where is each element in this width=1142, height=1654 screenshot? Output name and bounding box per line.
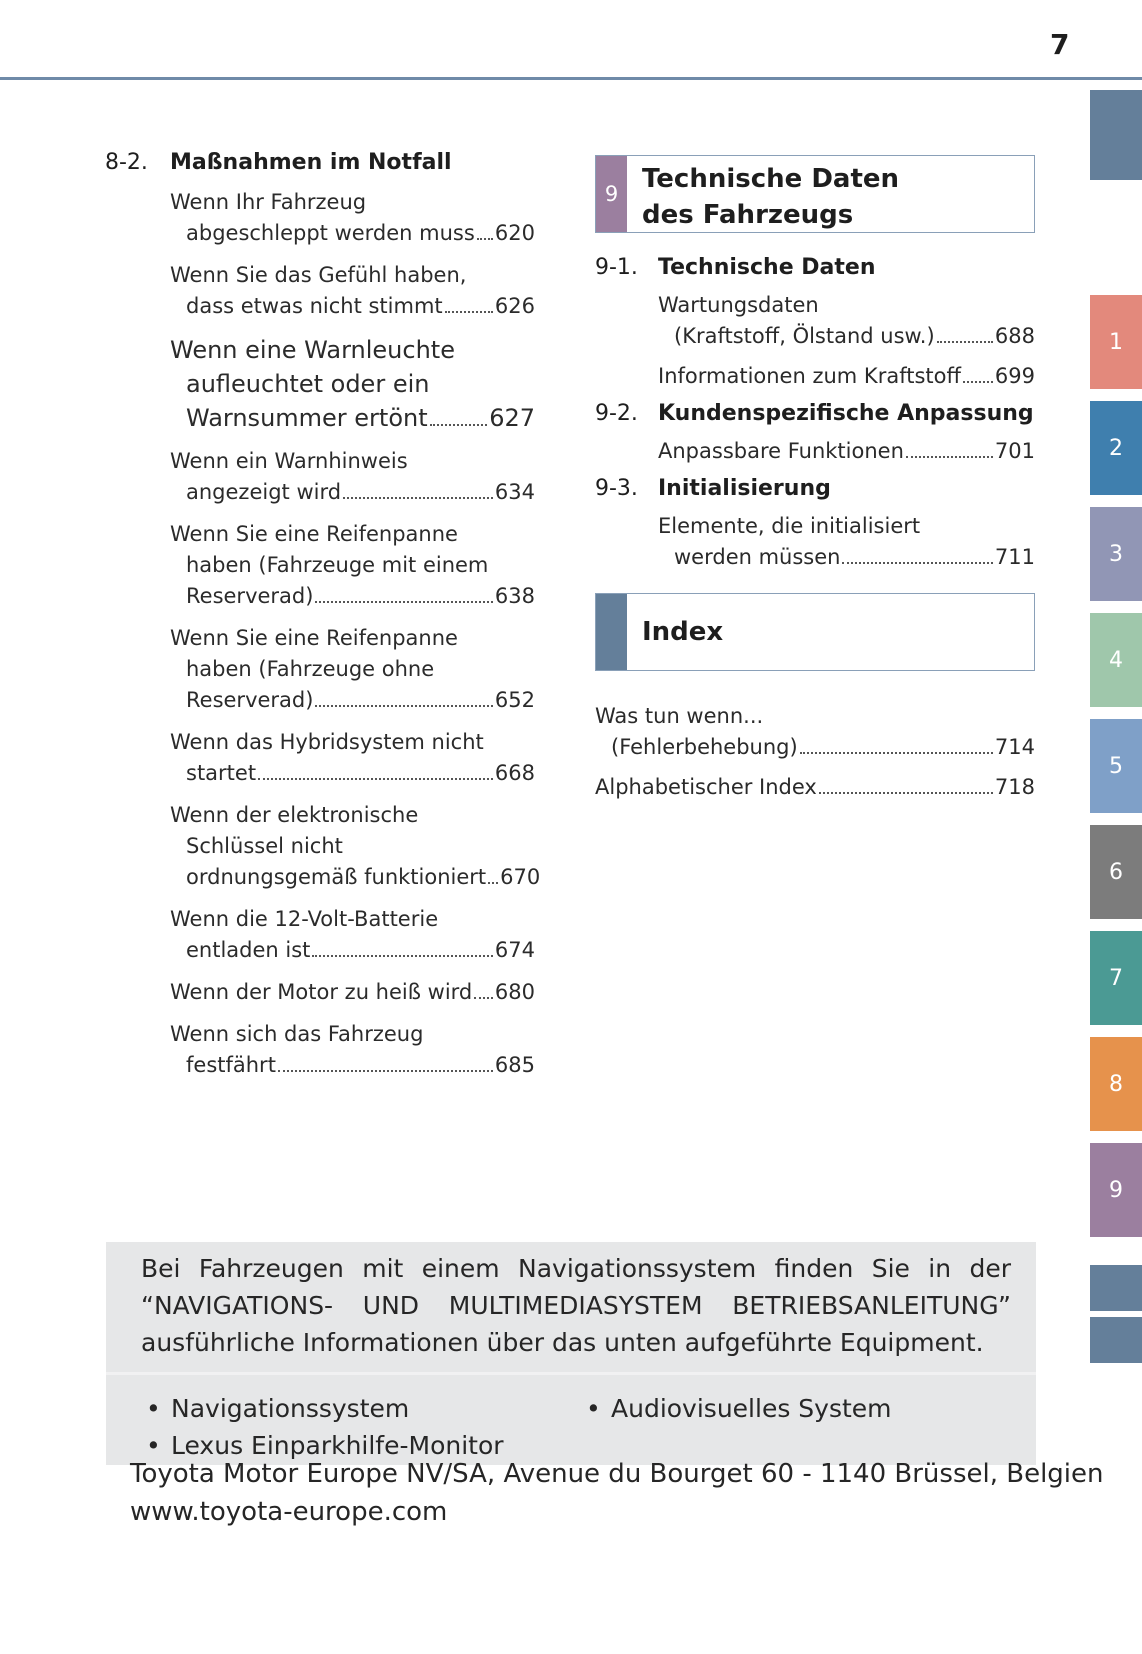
dot-leader xyxy=(343,497,493,499)
entry-text-line: haben (Fahrzeuge ohne xyxy=(186,657,435,681)
entry-text-line: ordnungsgemäß funktioniert xyxy=(186,865,487,889)
entry-text-line: werden müssen xyxy=(674,545,841,569)
chapter-tab-2[interactable]: 2 xyxy=(1090,401,1142,495)
entry-leader-line xyxy=(170,477,535,508)
toc-entry[interactable] xyxy=(595,772,1035,803)
toc-entry-list xyxy=(105,187,541,1081)
page-number-ref: 620 xyxy=(494,221,535,245)
entry-text-line: Wartungsdaten xyxy=(658,293,819,317)
toc-entry[interactable] xyxy=(658,511,1035,573)
entry-leader-line xyxy=(658,436,1035,467)
chapter-tab-blank[interactable] xyxy=(1090,90,1142,180)
entry-text-line: Wenn ein Warnhinweis xyxy=(170,449,408,473)
entry-leader-line xyxy=(170,862,541,893)
page-number-ref: 668 xyxy=(494,761,535,785)
chapter-tab-3[interactable]: 3 xyxy=(1090,507,1142,601)
subsection-heading xyxy=(595,476,1035,501)
subsection-heading xyxy=(595,401,1035,426)
chapter-tab-4[interactable]: 4 xyxy=(1090,613,1142,707)
entry-text-line: Warnsummer ertönt xyxy=(186,404,428,432)
index-marker xyxy=(596,594,627,670)
bullet-icon: • xyxy=(146,1431,161,1460)
dot-leader xyxy=(315,601,492,603)
dot-leader xyxy=(315,705,492,707)
page-number-ref: 688 xyxy=(994,324,1035,348)
toc-entry[interactable] xyxy=(595,701,1035,763)
toc-entry[interactable] xyxy=(170,333,535,435)
page-number-ref: 638 xyxy=(494,584,535,608)
section-heading xyxy=(105,150,535,175)
index-heading-box xyxy=(595,593,1035,671)
info-line: ausführliche Informationen über das unten aufgeführte Equipment. xyxy=(141,1328,984,1357)
dot-leader xyxy=(906,456,993,458)
toc-entry[interactable] xyxy=(170,519,535,612)
subsection-title: Kundenspezifische Anpassung xyxy=(658,401,1034,426)
left-column xyxy=(105,150,541,1092)
subsection-number: 9-3. xyxy=(595,476,638,501)
dot-leader xyxy=(474,997,493,999)
toc-entry[interactable] xyxy=(170,1019,535,1081)
page-number-ref: 626 xyxy=(494,294,535,318)
navigation-info-box xyxy=(106,1242,1036,1465)
toc-section-list xyxy=(595,255,1035,573)
entry-text-line: Wenn Sie eine Reifenpanne xyxy=(170,522,458,546)
entry-text-line: entladen ist xyxy=(186,938,311,962)
entry-leader-line xyxy=(658,361,1035,392)
entry-text-line: Wenn der elektronische xyxy=(170,803,419,827)
entry-text-line: (Fehlerbehebung) xyxy=(611,735,798,759)
chapter-tab-5[interactable]: 5 xyxy=(1090,719,1142,813)
entry-leader-line xyxy=(658,321,1035,352)
chapter-tab-9[interactable]: 9 xyxy=(1090,1143,1142,1237)
entry-text-line: haben (Fahrzeuge mit einem xyxy=(186,553,489,577)
dot-leader xyxy=(819,792,993,794)
entry-text-line: Wenn das Hybridsystem nicht xyxy=(170,730,484,754)
page-number-ref: 718 xyxy=(994,775,1035,799)
chapter-number: 9 xyxy=(596,156,627,232)
section-title: Maßnahmen im Notfall xyxy=(170,150,452,175)
entry-leader-line xyxy=(170,291,535,322)
subsection-number: 9-2. xyxy=(595,401,638,426)
entry-text-line: Reserverad) xyxy=(186,688,314,712)
entry-leader-line xyxy=(170,581,535,612)
index-entry-list xyxy=(595,701,1035,803)
subsection-title: Technische Daten xyxy=(658,255,876,280)
page-number: 7 xyxy=(1050,28,1070,61)
page-number-ref: 714 xyxy=(994,735,1035,759)
entry-text-line: Elemente, die initialisiert xyxy=(658,514,921,538)
entry-text-line: festfährt xyxy=(186,1053,276,1077)
page-number-ref: 634 xyxy=(494,480,535,504)
entry-leader-line xyxy=(170,685,535,716)
entry-leader-line xyxy=(170,977,535,1008)
index-title: Index xyxy=(642,617,724,647)
page-number-ref: 685 xyxy=(494,1053,535,1077)
toc-entry[interactable] xyxy=(170,187,535,249)
bullet-icon: • xyxy=(586,1394,601,1423)
dot-leader xyxy=(488,882,498,884)
toc-entry[interactable] xyxy=(658,361,1035,392)
entry-text-line: angezeigt wird xyxy=(186,480,342,504)
top-rule xyxy=(0,77,1142,80)
entry-text-line: Wenn eine Warnleuchte xyxy=(170,336,455,364)
chapter-tab-blank[interactable] xyxy=(1090,1265,1142,1311)
toc-entry[interactable] xyxy=(170,977,535,1008)
subsection-number: 9-1. xyxy=(595,255,638,280)
page-number-ref: 670 xyxy=(500,865,541,889)
section-number: 8-2. xyxy=(105,150,148,175)
dot-leader xyxy=(278,1070,493,1072)
chapter-tab-1[interactable]: 1 xyxy=(1090,295,1142,389)
entry-text-line: startet xyxy=(186,761,257,785)
chapter-tab-blank[interactable] xyxy=(1090,1317,1142,1363)
entry-text-line: Reserverad) xyxy=(186,584,314,608)
entry-text-line: abgeschleppt werden muss xyxy=(186,221,475,245)
toc-entry[interactable] xyxy=(170,800,541,893)
entry-text-line: Wenn Ihr Fahrzeug xyxy=(170,190,367,214)
entry-leader-line xyxy=(170,935,535,966)
toc-entry[interactable] xyxy=(170,446,535,508)
page-number-ref: 674 xyxy=(494,938,535,962)
entry-text-line: Alphabetischer Index xyxy=(595,775,817,799)
footer-url[interactable]: www.toyota-europe.com xyxy=(130,1497,448,1527)
dot-leader xyxy=(963,381,993,383)
bullet-item xyxy=(146,1392,409,1426)
page-number-ref: 627 xyxy=(489,404,535,432)
chapter-heading-box xyxy=(595,155,1035,233)
toc-entry[interactable] xyxy=(170,623,535,716)
bullet-icon: • xyxy=(146,1394,161,1423)
entry-text-line: aufleuchtet oder ein xyxy=(186,370,430,398)
entry-text-line: Wenn der Motor zu heiß wird xyxy=(170,980,473,1004)
dot-leader xyxy=(477,238,493,240)
chapter-title-line: Technische Daten xyxy=(642,164,900,194)
dot-leader xyxy=(312,955,492,957)
bullet-text: Lexus Einparkhilfe-Monitor xyxy=(171,1431,504,1460)
footer xyxy=(130,1455,1104,1531)
entry-text-line: Wenn sich das Fahrzeug xyxy=(170,1022,424,1046)
dot-leader xyxy=(842,562,992,564)
footer-address: Toyota Motor Europe NV/SA, Avenue du Bourget 60 - 1140 Brüssel, Belgien xyxy=(130,1459,1104,1489)
entry-leader-line xyxy=(170,401,535,435)
page-number-ref: 701 xyxy=(994,439,1035,463)
chapter-title-line: des Fahrzeugs xyxy=(642,200,854,230)
page-number-ref: 699 xyxy=(994,364,1035,388)
entry-text-line: (Kraftstoff, Ölstand usw.) xyxy=(674,324,935,348)
bullet-text: Navigationssystem xyxy=(171,1394,410,1423)
entry-leader-line xyxy=(170,758,535,789)
entry-leader-line xyxy=(595,772,1035,803)
toc-entry[interactable] xyxy=(170,260,535,322)
info-text xyxy=(141,1250,1011,1361)
entry-text-line: Wenn die 12-Volt-Batterie xyxy=(170,907,439,931)
entry-text-line: Schlüssel nicht xyxy=(186,834,343,858)
dot-leader xyxy=(445,311,493,313)
toc-entry[interactable] xyxy=(170,904,535,966)
bullet-item xyxy=(586,1392,892,1426)
toc-entry[interactable] xyxy=(170,727,535,789)
dot-leader xyxy=(800,752,993,754)
subsection-title: Initialisierung xyxy=(658,476,831,501)
page-number-ref: 652 xyxy=(494,688,535,712)
entry-text-line: Was tun wenn... xyxy=(595,704,764,728)
toc-entry[interactable] xyxy=(658,436,1035,467)
entry-text-line: Informationen zum Kraftstoff xyxy=(658,364,961,388)
entry-text-line: Anpassbare Funktionen xyxy=(658,439,904,463)
page-number-ref: 680 xyxy=(494,980,535,1004)
info-divider xyxy=(106,1372,1036,1375)
entry-text-line: Wenn Sie das Gefühl haben, xyxy=(170,263,467,287)
dot-leader xyxy=(430,424,488,426)
toc-entry[interactable] xyxy=(658,290,1035,352)
dot-leader xyxy=(937,341,993,343)
entry-leader-line xyxy=(170,1050,535,1081)
info-line: “NAVIGATIONS- UND MULTIMEDIASYSTEM BETRIEBSANLEITUNG” xyxy=(141,1291,1011,1320)
entry-text-line: dass etwas nicht stimmt xyxy=(186,294,443,318)
right-column xyxy=(595,155,1035,812)
dot-leader xyxy=(258,778,493,780)
page-number-ref: 711 xyxy=(994,545,1035,569)
entry-text-line: Wenn Sie eine Reifenpanne xyxy=(170,626,458,650)
entry-leader-line xyxy=(595,732,1035,763)
subsection-heading xyxy=(595,255,1035,280)
bullet-text: Audiovisuelles System xyxy=(611,1394,892,1423)
entry-leader-line xyxy=(170,218,535,249)
chapter-tab-8[interactable]: 8 xyxy=(1090,1037,1142,1131)
chapter-tab-7[interactable]: 7 xyxy=(1090,931,1142,1025)
entry-leader-line xyxy=(658,542,1035,573)
info-line: Bei Fahrzeugen mit einem Navigationssystem finden Sie in der xyxy=(141,1254,1011,1283)
chapter-title xyxy=(627,156,899,232)
chapter-tab-6[interactable]: 6 xyxy=(1090,825,1142,919)
